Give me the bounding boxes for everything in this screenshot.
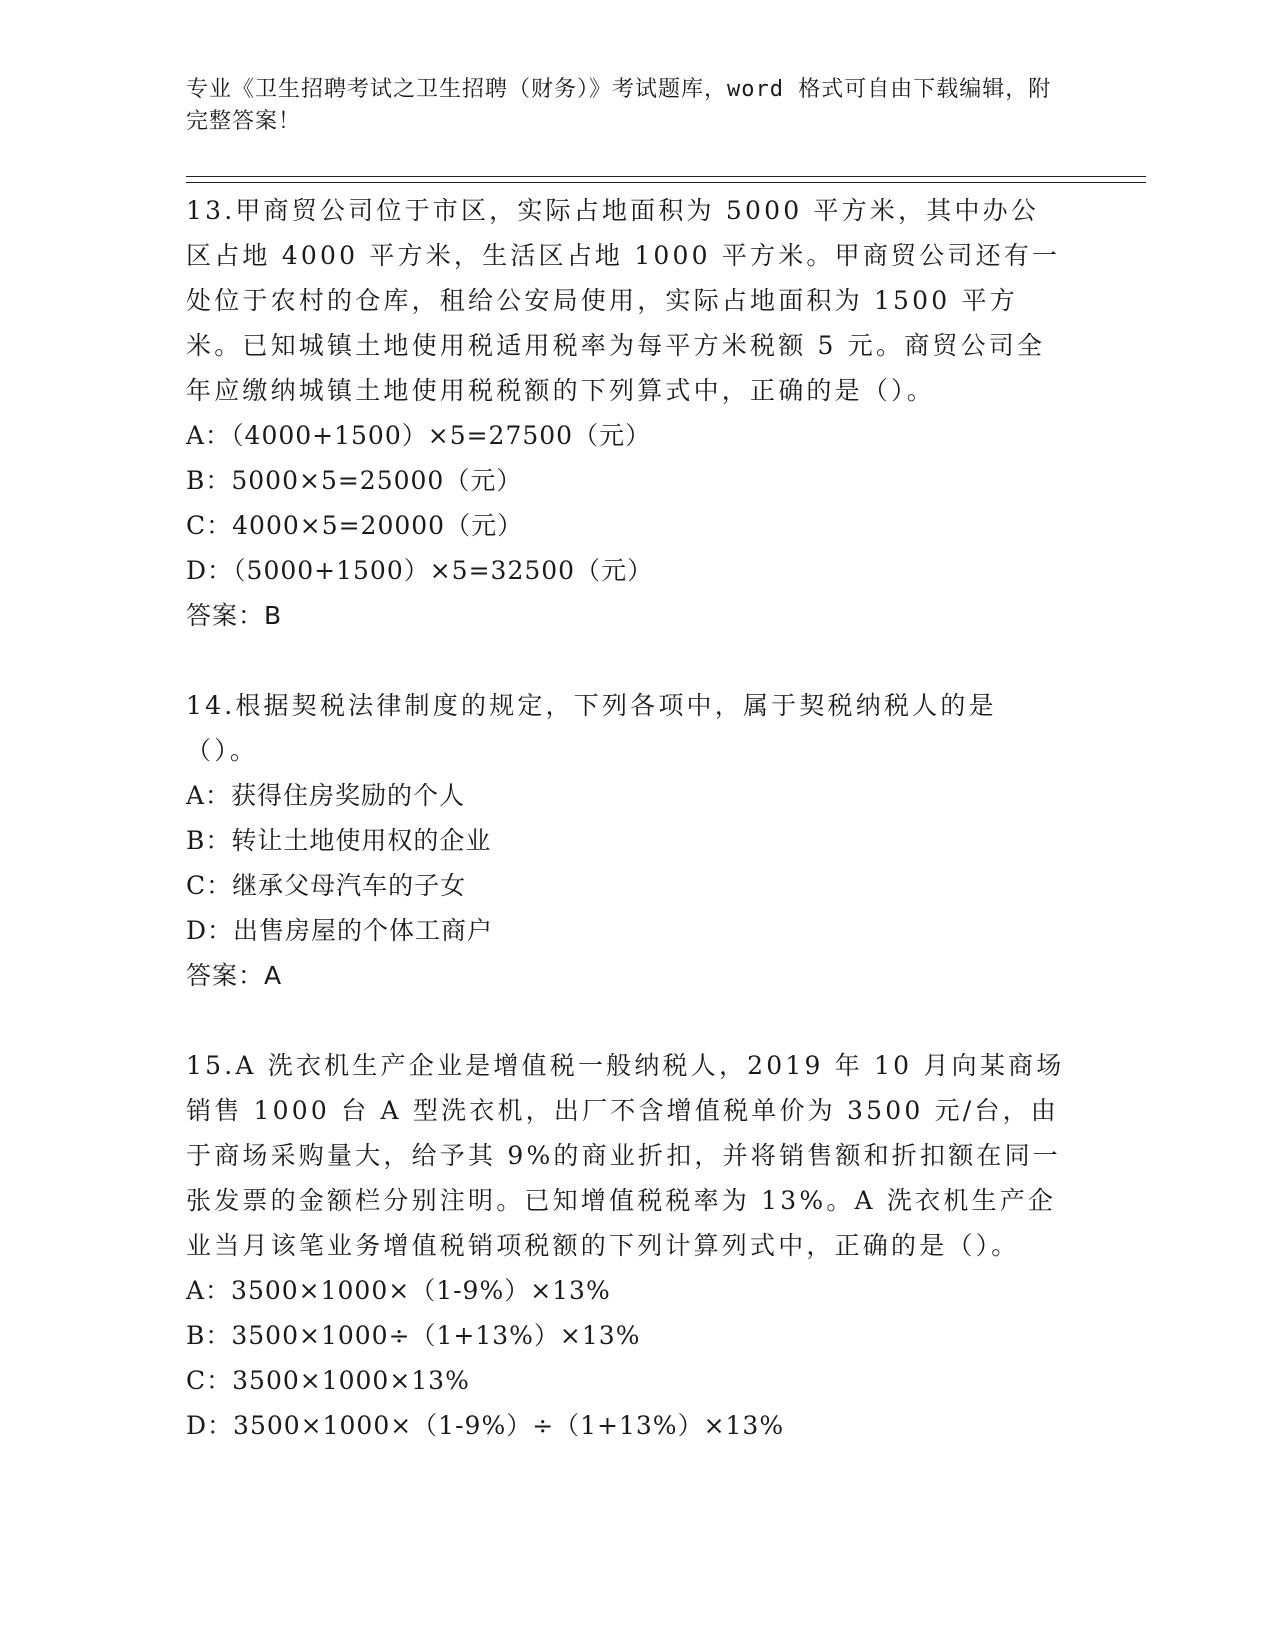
option-b: B：转让土地使用权的企业 [186,826,492,855]
question-stem: 13.甲商贸公司位于市区，实际占地面积为 5000 平方米，其中办公区占地 4000 平方米，生活区占地 1000 平方米。甲商贸公司还有一处位于农村的仓库，租给公安局使用，实际占地面积为 1500 平方米。已知城镇土地使用税适用税率为每平方米税额 5 元。商贸公司全年应缴纳城镇土地使用税税额的下列算式中，正确的是（）。 [186,196,1061,405]
option-d: D：3500×1000×（1-9%）÷（1+13%）×13% [186,1411,785,1440]
option-d: D：（5000+1500）×5=32500（元） [186,556,654,585]
header-divider-bottom [186,182,1146,183]
option-c: C：3500×1000×13% [186,1366,470,1395]
spacer [186,998,1066,1043]
option-a: A：（4000+1500）×5=27500（元） [186,421,652,450]
option-c: C：4000×5=20000（元） [186,511,524,540]
option-c: C：继承父母汽车的子女 [186,871,467,900]
question-15 [186,1043,1066,1448]
option-b: B：3500×1000÷（1+13%）×13% [186,1321,641,1350]
answer-label: 答案：A [186,961,283,990]
question-14 [186,683,1066,998]
option-d: D：出售房屋的个体工商户 [186,916,494,945]
spacer [186,638,1066,683]
header-divider-top [186,176,1146,177]
option-b: B：5000×5=25000（元） [186,466,523,495]
question-list [186,188,1066,1448]
answer-label: 答案：B [186,601,283,630]
option-a: A：获得住房奖励的个人 [186,781,466,810]
question-stem: 15.A 洗衣机生产企业是增值税一般纳税人，2019 年 10 月向某商场销售 1000 台 A 型洗衣机，出厂不含增值税单价为 3500 元/台，由于商场采购量大，给予其 9%的商业折扣，并将销售额和折扣额在同一张发票的金额栏分别注明。已知增值税税率为 13%。A 洗衣机生产企业当月该笔业务增值税销项税额的下列计算列式中，正确的是（）。 [186,1051,1065,1260]
question-stem: 14.根据契税法律制度的规定，下列各项中，属于契税纳税人的是（）。 [186,691,997,765]
document-header: 专业《卫生招聘考试之卫生招聘（财务）》考试题库，word 格式可自由下载编辑，附完整答案！ [186,77,1052,134]
question-13 [186,188,1066,638]
option-a: A：3500×1000×（1-9%）×13% [186,1276,611,1305]
